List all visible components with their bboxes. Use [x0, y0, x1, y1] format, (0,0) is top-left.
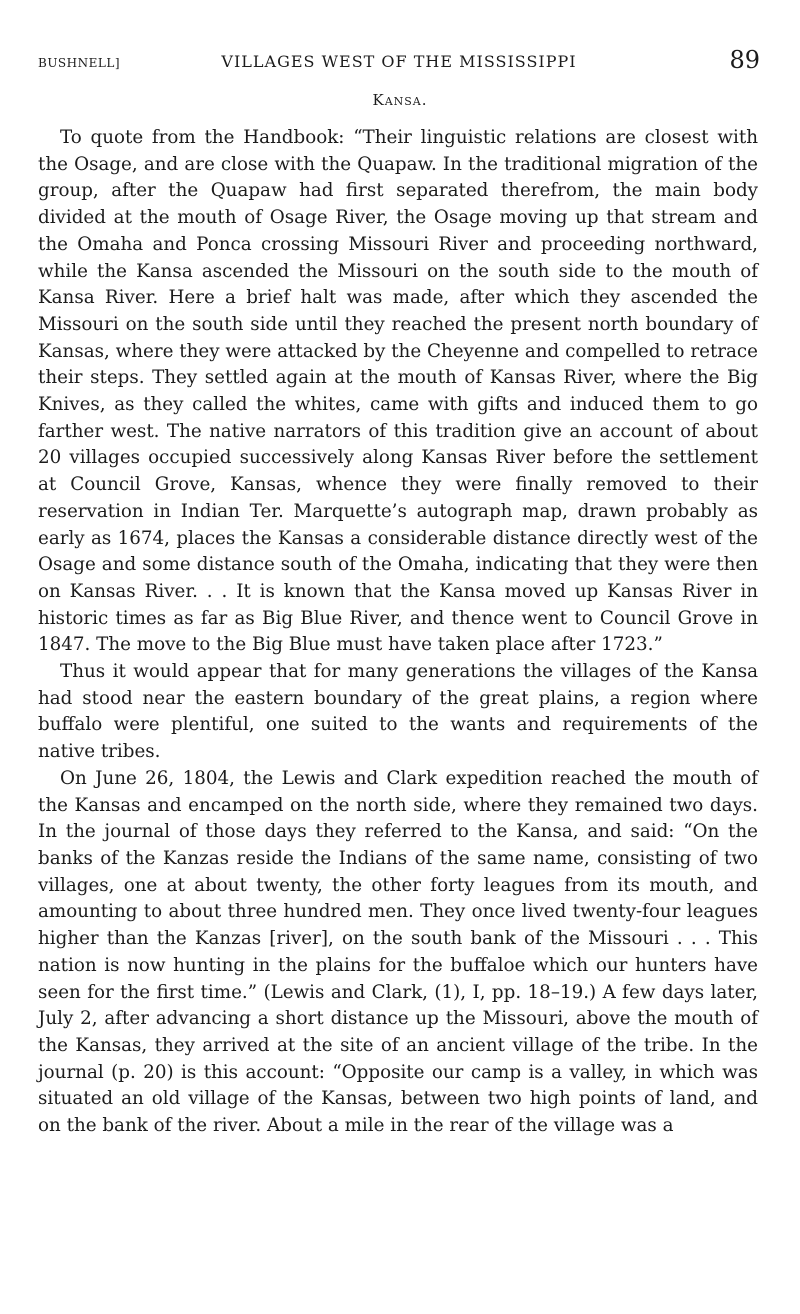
paragraph: Thus it would appear that for many generations the villages of the Kansa had stood near the eastern boundary of the great plains, a region where buffalo were plentiful, one suited to the wants and requirements of the native tribes. — [38, 661, 758, 763]
body-text — [38, 125, 758, 1140]
paragraph: To quote from the Handbook: “Their linguistic relations are closest with the Osage, and are close with the Quapaw. In the traditional migration of the group, after the Quapaw had first separated therefrom, the main body divided at the mouth of Osage River, the Osage moving up that stream and the Omaha and Ponca crossing Missouri River and proceeding northward, while the Kansa ascended the Missouri on the south side to the mouth of Kansa River. Here a brief halt was made, after which they ascended the Missouri on the south side until they reached the present north boundary of Kansas, where they were attacked by the Cheyenne and compelled to retrace their steps. They settled again at the mouth of Kansas River, where the Big Knives, as they called the whites, came with gifts and induced them to go farther west. The native narrators of this tradition give an account of about 20 villages occupied successively along Kansas River before the settlement at Council Grove, Kansas, whence they were finally removed to their reservation in Indian Ter. Marquette’s autograph map, drawn probably as early as 1674, places the Kansas a considerable distance directly west of the Osage and some distance south of the Omaha, indicating that they were then on Kansas River. . . It is known that the Kansa moved up Kansas River in historic times as far as Big Blue River, and thence went to Council Grove in 1847. The move to the Big Blue must have taken place after 1723.” — [38, 127, 758, 656]
page-number: 89 — [729, 46, 760, 74]
section-heading: Kansa. — [372, 91, 428, 109]
running-head — [38, 46, 760, 80]
paragraph: On June 26, 1804, the Lewis and Clark expedition reached the mouth of the Kansas and encamped on the north side, where they remained two days. In the journal of those days they referred to the Kansa, and said: “On the banks of the Kanzas reside the Indians of the same name, consisting of two villages, one at about twenty, the other forty leagues from its mouth, and amounting to about three hundred men. They once lived twenty-four leagues higher than the Kanzas [river], on the south bank of the Missouri . . . This nation is now hunting in the plains for the buffaloe which our hunters have seen for the first time.” (Lewis and Clark, (1), I, pp. 18–19.) A few days later, July 2, after advancing a short distance up the Missouri, above the mouth of the Kansas, they arrived at the site of an ancient village of the tribe. In the journal (p. 20) is this account: “Opposite our camp is a valley, in which was situated an old village of the Kansas, between two high points of land, and on the bank of the river. About a mile in the rear of the village was a — [38, 767, 758, 1137]
running-head-author: BUSHNELL] — [38, 56, 120, 70]
running-head-title: VILLAGES WEST OF THE MISSISSIPPI — [221, 52, 577, 71]
